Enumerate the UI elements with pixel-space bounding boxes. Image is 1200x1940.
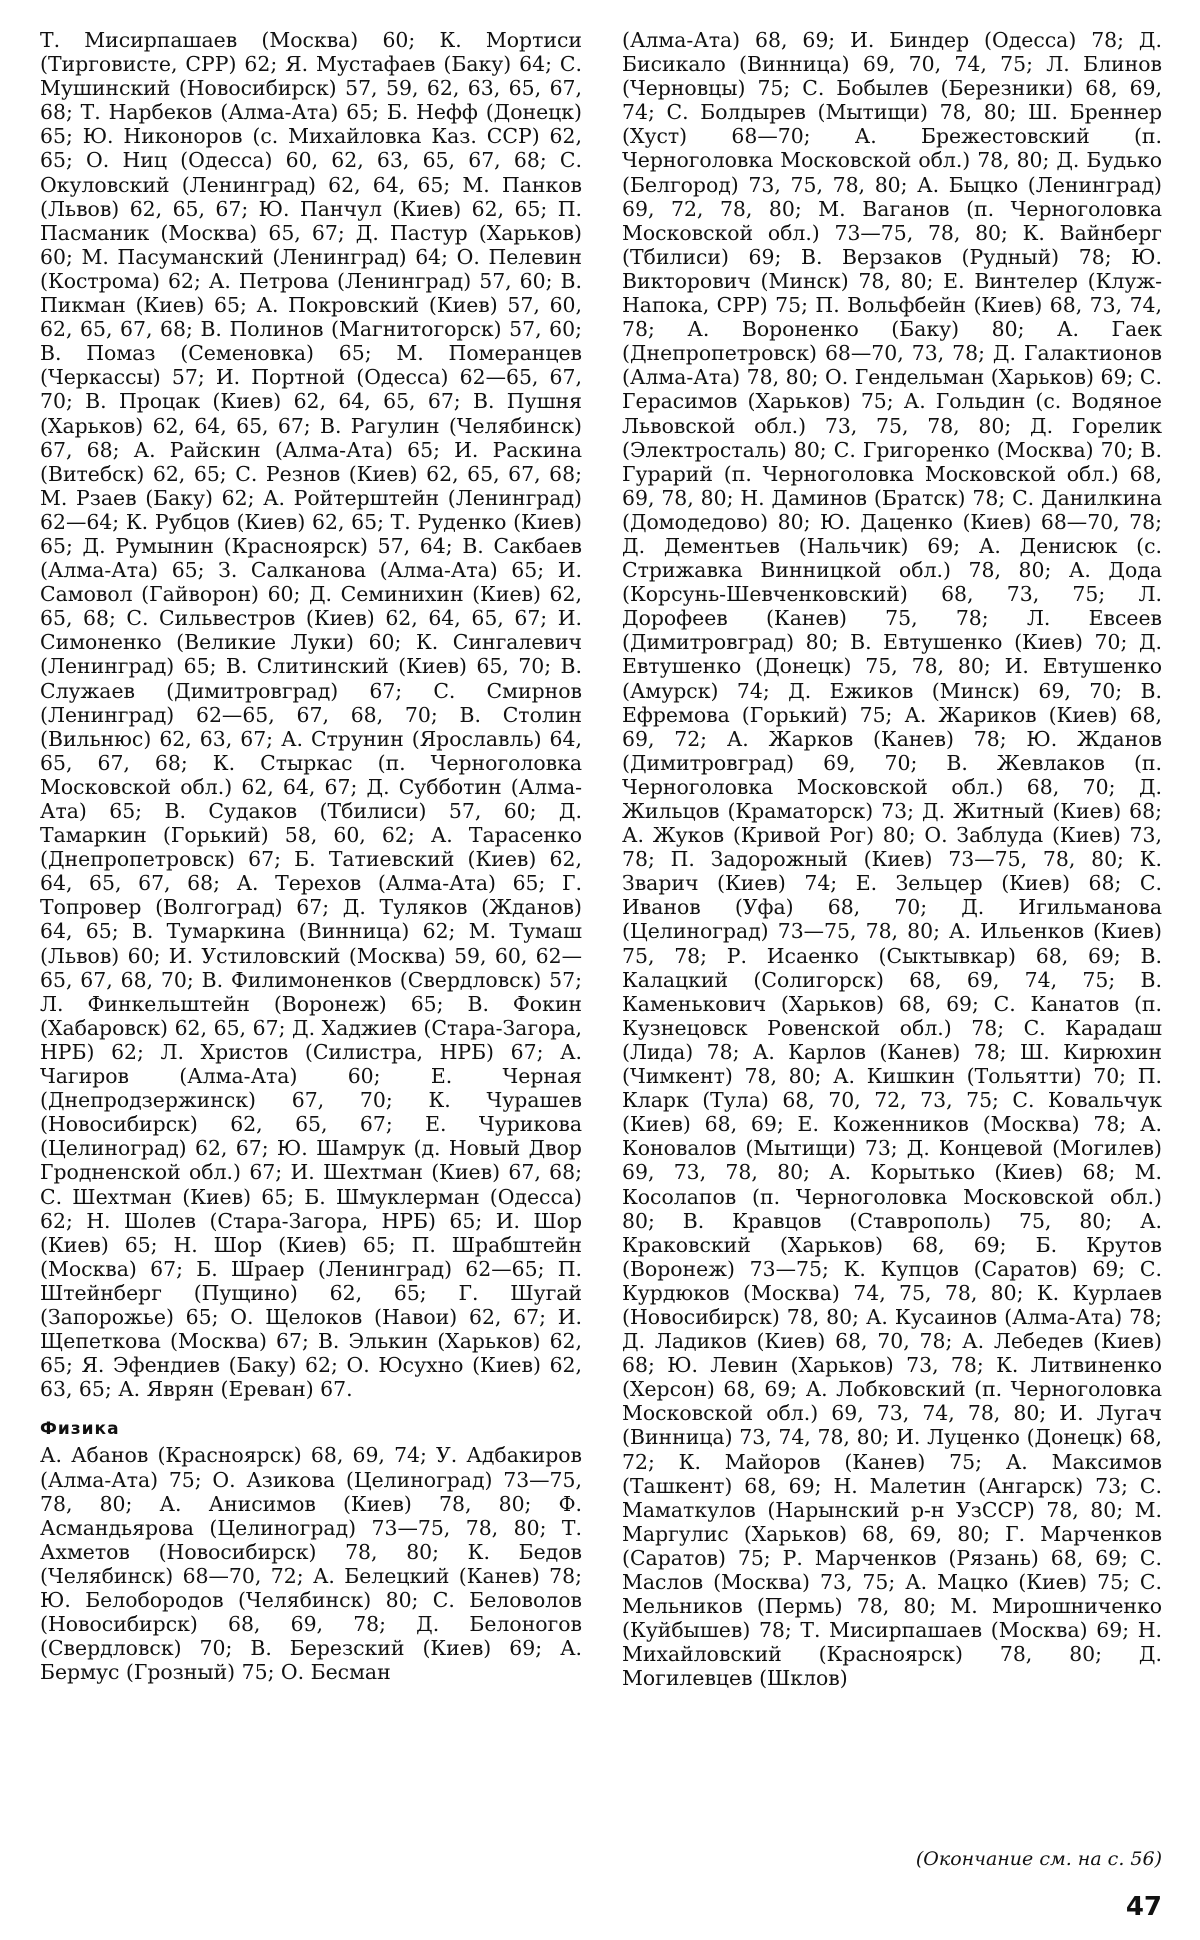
right-column	[622, 28, 1162, 1690]
physics-alumni-list-continued: (Алма-Ата) 68, 69; И. Биндер (Одесса) 78; Д. Бисикало (Винница) 69, 70, 74, 75; Л. Блинов (Черновцы) 75; С. Бобылев (Березники) 68, 69, 74; С. Болдырев (Мытищи) 78, 80; Ш. Бреннер (Хуст) 68—70; А. Брежестовский (п. Черноголовка Московской обл.) 78, 80; Д. Будько (Белгород) 73, 75, 78, 80; А. Быцко (Ленинград) 69, 72, 78, 80; М. Ваганов (п. Черноголовка Московской обл.) 73—75, 78, 80; К. Вайнберг (Тбилиси) 69; В. Верзаков (Рудный) 78; Ю. Викторович (Минск) 78, 80; Е. Винтелер (Клуж-Напока, СРР) 75; П. Вольфбейн (Киев) 68, 73, 74, 78; А. Вороненко (Баку) 80; А. Гаек (Днепропетровск) 68—70, 73, 78; Д. Галактионов (Алма-Ата) 78, 80; О. Гендельман (Харьков) 69; С. Герасимов (Харьков) 75; А. Гольдин (с. Водяное Львовской обл.) 73, 75, 78, 80; Д. Горелик (Электросталь) 80; С. Григоренко (Москва) 70; В. Гурарий (п. Черноголовка Московской обл.) 68, 69, 78, 80; Н. Даминов (Братск) 78; С. Данилкина (Домодедово) 80; Ю. Даценко (Киев) 68—70, 78; Д. Дементьев (Нальчик) 69; А. Денисюк (с. Стрижавка Винницкой обл.) 78, 80; А. Дода (Корсунь-Шевченковский) 68, 73, 75; Л. Дорофеев (Канев) 75, 78; Л. Евсеев (Димитровград) 80; В. Евтушенко (Киев) 70; Д. Евтушенко (Донецк) 75, 78, 80; И. Евтушенко (Амурск) 74; Д. Ежиков (Минск) 69, 70; В. Ефремова (Горький) 75; А. Жариков (Киев) 68, 69, 72; А. Жарков (Канев) 78; Ю. Жданов (Димитровград) 69, 70; В. Жевлаков (п. Черноголовка Московской обл.) 68, 70; Д. Жильцов (Краматорск) 73; Д. Житный (Киев) 68; А. Жуков (Кривой Рог) 80; О. Заблуда (Киев) 73, 78; П. Задорожный (Киев) 73—75, 78, 80; К. Зварич (Киев) 74; Е. Зельцер (Киев) 68; С. Иванов (Уфа) 68, 70; Д. Игильманова (Целиноград) 73—75, 78, 80; А. Ильенков (Киев) 75, 78; Р. Исаенко (Сыктывкар) 68, 69; В. Калацкий (Солигорск) 68, 69, 74, 75; В. Каменькович (Харьков) 68, 69; С. Канатов (п. Кузнецовск Ровенской обл.) 78; С. Карадаш (Лида) 78; А. Карлов (Канев) 78; Ш. Кирюхин (Чимкент) 78, 80; А. Кишкин (Тольятти) 70; П. Кларк (Тула) 68, 70, 72, 73, 75; С. Ковальчук (Киев) 68, 69; Е. Коженников (Москва) 78; А. Коновалов (Мытищи) 73; Д. Концевой (Могилев) 69, 73, 78, 80; А. Корытько (Киев) 68; М. Косолапов (п. Черноголовка Московской обл.) 80; В. Кравцов (Ставрополь) 75, 80; А. Краковский (Харьков) 68, 69; Б. Крутов (Воронеж) 73—75; К. Купцов (Саратов) 69; С. Курдюков (Москва) 74, 75, 78, 80; К. Курлаев (Новосибирск) 78, 80; А. Кусаинов (Алма-Ата) 78; Д. Ладиков (Киев) 68, 70, 78; А. Лебедев (Киев) 68; Ю. Левин (Харьков) 73, 78; К. Литвиненко (Херсон) 68, 69; А. Лобковский (п. Черноголовка Московской обл.) 69, 73, 74, 78, 80; И. Лугач (Винница) 73, 74, 78, 80; И. Луценко (Донецк) 68, 72; К. Майоров (Канев) 75; А. Максимов (Ташкент) 68, 69; Н. Малетин (Ангарск) 73; С. Маматкулов (Нарынский р-н УзССР) 78, 80; М. Маргулис (Харьков) 68, 69, 80; Г. Марченков (Саратов) 75; Р. Марченков (Рязань) 68, 69; С. Маслов (Москва) 73, 75; А. Мацко (Киев) 75; С. Мельников (Пермь) 78, 80; М. Мирошниченко (Куйбышев) 78; Т. Мисирпашаев (Москва) 69; Н. Михайловский (Красноярск) 78, 80; Д. Могилевцев (Шклов)	[622, 28, 1162, 1691]
section-heading-physics: Физика	[40, 1419, 120, 1440]
left-column	[40, 28, 582, 1684]
continuation-note: (Окончание см. на с. 56)	[915, 1848, 1162, 1870]
page-number: 47	[1125, 1892, 1162, 1922]
physics-alumni-list: А. Абанов (Красноярск) 68, 69, 74; У. Адбакиров (Алма-Ата) 75; О. Азикова (Целиноград) 73—75, 78, 80; А. Анисимов (Киев) 78, 80; Ф. Асмандьярова (Целиноград) 73—75, 78, 80; Т. Ахметов (Новосибирск) 78, 80; К. Бедов (Челябинск) 68—70, 72; А. Белецкий (Канев) 78; Ю. Белобородов (Челябинск) 80; С. Беловолов (Новосибирск) 68, 69, 78; Д. Белоногов (Свердловск) 70; В. Березский (Киев) 69; А. Бермус (Грозный) 75; О. Бесман	[40, 1443, 582, 1685]
alumni-list-continued: Т. Мисирпашаев (Москва) 60; К. Мортиси (Тирговисте, СРР) 62; Я. Мустафаев (Баку) 64; С. Мушинский (Новосибирск) 57, 59, 62, 63, 65, 67, 68; Т. Нарбеков (Алма-Ата) 65; Б. Нефф (Донецк) 65; Ю. Никоноров (с. Михайловка Каз. ССР) 62, 65; О. Ниц (Одесса) 60, 62, 63, 65, 67, 68; С. Окуловский (Ленинград) 62, 64, 65; М. Панков (Львов) 62, 65, 67; Ю. Панчул (Киев) 62, 65; П. Пасманик (Москва) 65, 67; Д. Пастур (Харьков) 60; М. Пасуманский (Ленинград) 64; О. Пелевин (Кострома) 62; А. Петрова (Ленинград) 57, 60; В. Пикман (Киев) 65; А. Покровский (Киев) 57, 60, 62, 65, 67, 68; В. Полинов (Магнитогорск) 57, 60; В. Помаз (Семеновка) 65; М. Померанцев (Черкассы) 57; И. Портной (Одесса) 62—65, 67, 70; В. Процак (Киев) 62, 64, 65, 67; В. Пушня (Харьков) 62, 64, 65, 67; В. Рагулин (Челябинск) 67, 68; А. Райскин (Алма-Ата) 65; И. Раскина (Витебск) 62, 65; С. Резнов (Киев) 62, 65, 67, 68; М. Рзаев (Баку) 62; А. Ройтерштейн (Ленинград) 62—64; К. Рубцов (Киев) 62, 65; Т. Руденко (Киев) 65; Д. Румынин (Красноярск) 57, 64; В. Сакбаев (Алма-Ата) 65; З. Салканова (Алма-Ата) 65; И. Самовол (Гайворон) 60; Д. Семинихин (Киев) 62, 65, 68; С. Сильвестров (Киев) 62, 64, 65, 67; И. Симоненко (Великие Луки) 60; К. Сингалевич (Ленинград) 65; В. Слитинский (Киев) 65, 70; В. Служаев (Димитровград) 67; С. Смирнов (Ленинград) 62—65, 67, 68, 70; В. Столин (Вильнюс) 62, 63, 67; А. Струнин (Ярославль) 64, 65, 67, 68; К. Стыркас (п. Черноголовка Московской обл.) 62, 64, 67; Д. Субботин (Алма-Ата) 65; В. Судаков (Тбилиси) 57, 60; Д. Тамаркин (Горький) 58, 60, 62; А. Тарасенко (Днепропетровск) 67; Б. Татиевский (Киев) 62, 64, 65, 67, 68; А. Терехов (Алма-Ата) 65; Г. Топровер (Волгоград) 67; Д. Туляков (Жданов) 64, 65; В. Тумаркина (Винница) 62; М. Тумаш (Львов) 60; И. Устиловский (Москва) 59, 60, 62—65, 67, 68, 70; В. Филимоненков (Свердловск) 57; Л. Финкельштейн (Воронеж) 65; В. Фокин (Хабаровск) 62, 65, 67; Д. Хаджиев (Стара-Загора, НРБ) 62; Л. Христов (Силистра, НРБ) 67; А. Чагиров (Алма-Ата) 60; Е. Черная (Днепродзержинск) 67, 70; К. Чурашев (Новосибирск) 62, 65, 67; Е. Чурикова (Целиноград) 62, 67; Ю. Шамрук (д. Новый Двор Гродненской обл.) 67; И. Шехтман (Киев) 67, 68; С. Шехтман (Киев) 65; Б. Шмуклерман (Одесса) 62; Н. Шолев (Стара-Загора, НРБ) 65; И. Шор (Киев) 65; Н. Шор (Киев) 65; П. Шрабштейн (Москва) 67; Б. Шраер (Ленинград) 62—65; П. Штейнберг (Пущино) 62, 65; Г. Шугай (Запорожье) 65; О. Щелоков (Навои) 62, 67; И. Щепеткова (Москва) 67; В. Элькин (Харьков) 62, 65; Я. Эфендиев (Баку) 62; О. Юсухно (Киев) 62, 63, 65; А. Яврян (Ереван) 67.	[40, 28, 582, 1402]
